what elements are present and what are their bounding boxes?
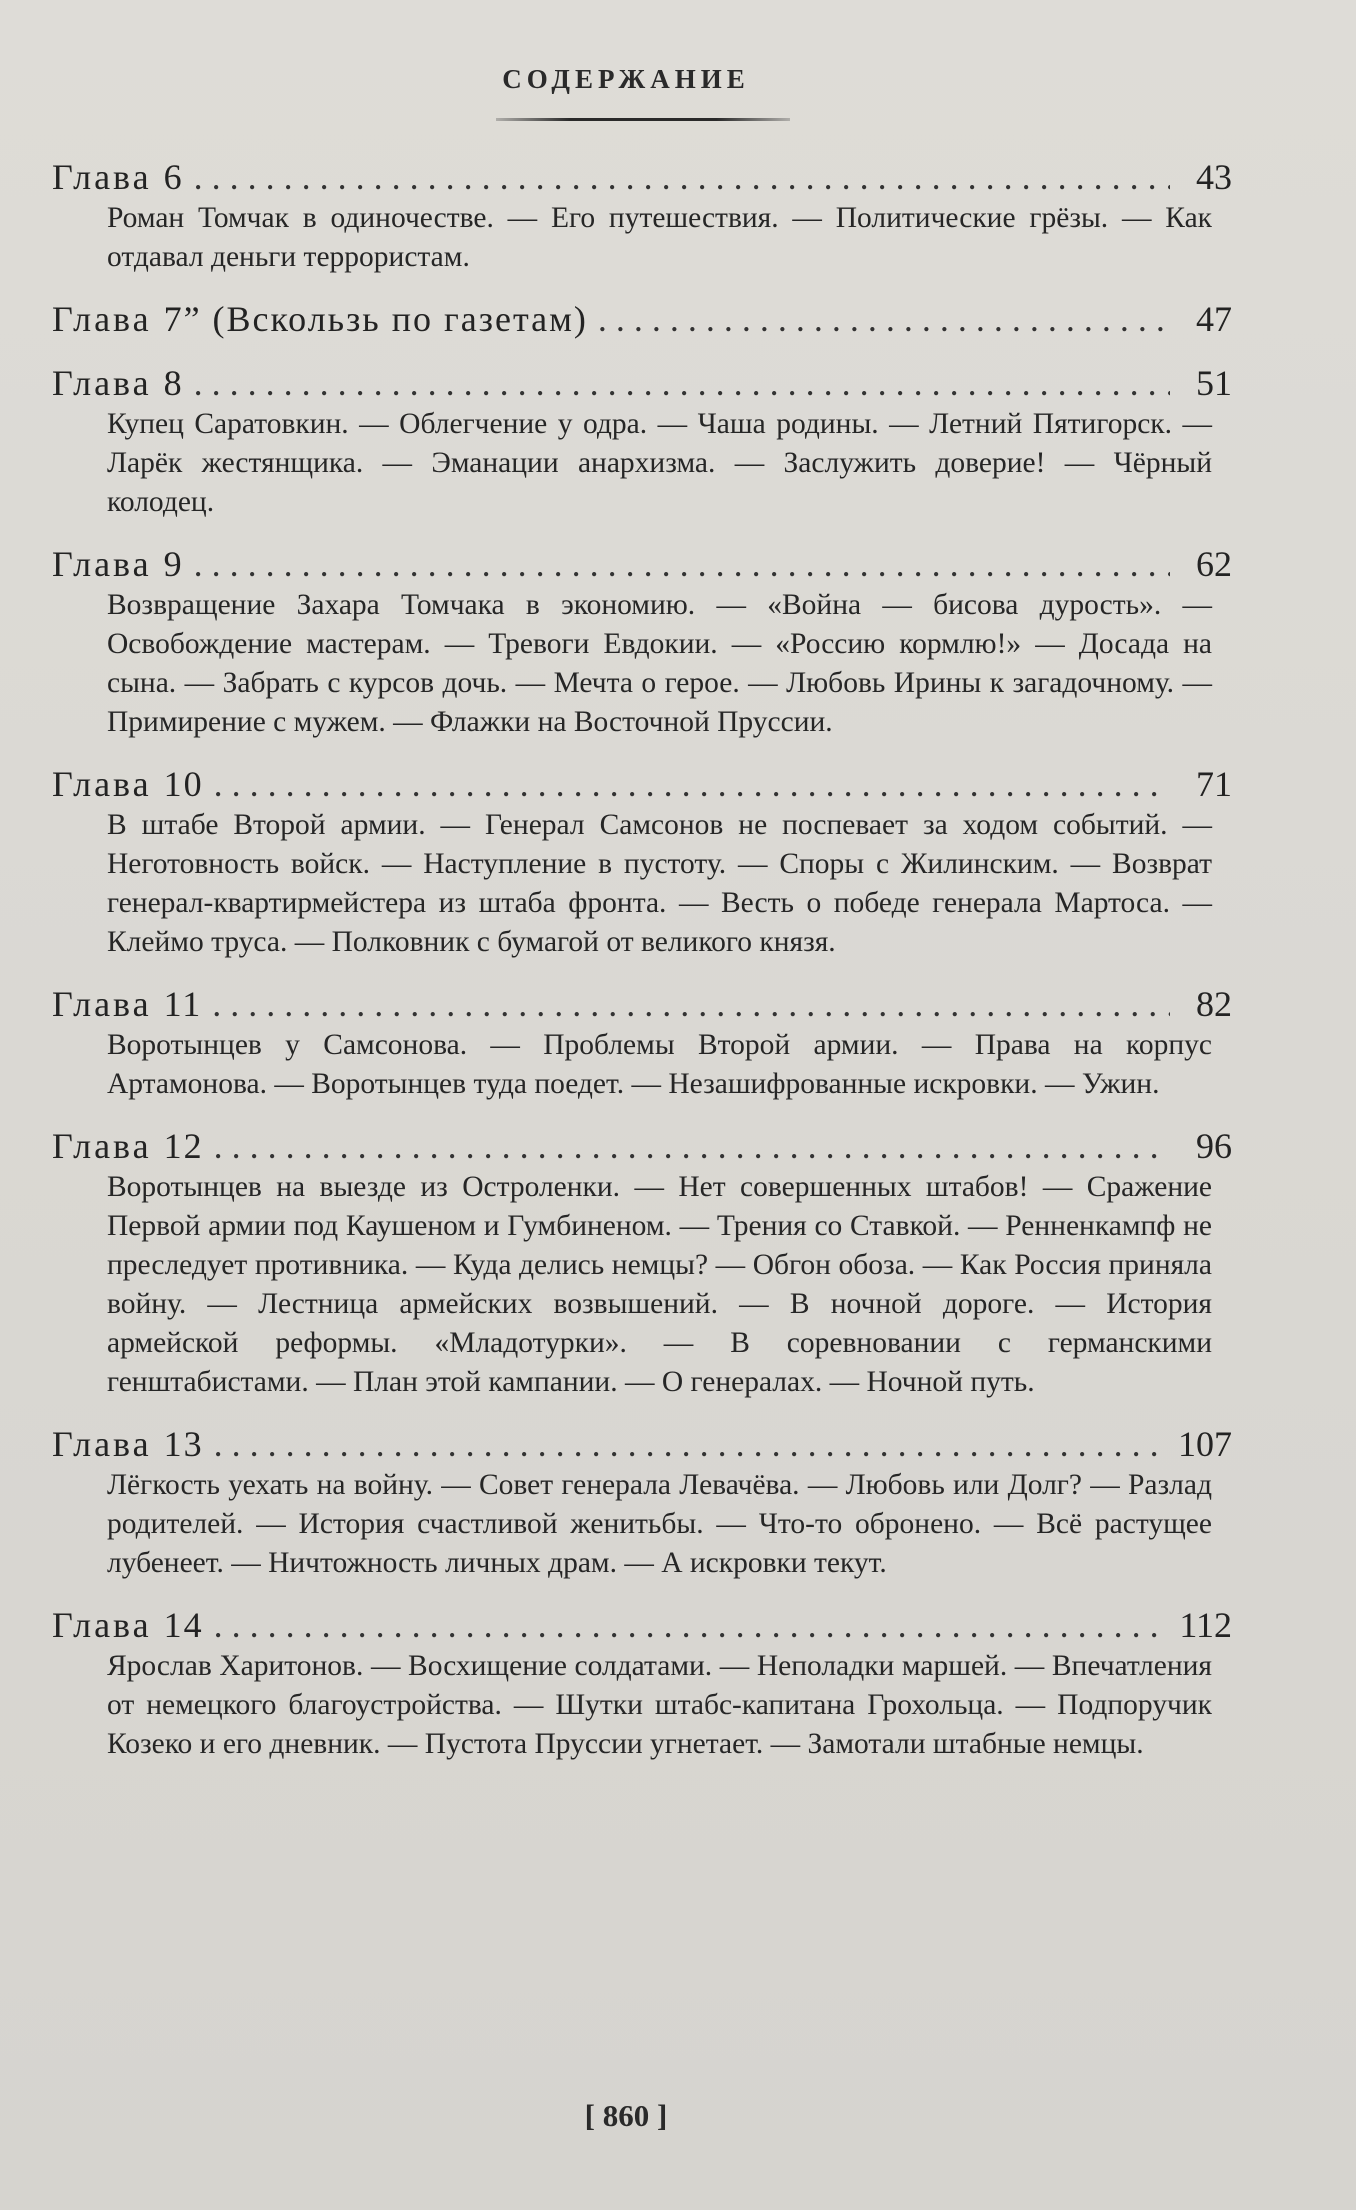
page-title: СОДЕРЖАНИЕ (502, 64, 750, 94)
chapter-title: Глава 9 (52, 544, 184, 584)
chapter-summary: Купец Саратовкин. — Облегчение у одра. — Чаша родины. — Летний Пятигорск. — Ларёк жестянщика. — Эманации анархизма. — Заслужить доверие! — Чёрный колодец. (107, 408, 1212, 518)
chapter-page-number: 47 (1196, 299, 1232, 339)
chapter-page-number: 82 (1196, 984, 1232, 1024)
dot-leader (598, 297, 1170, 341)
chapter-row[interactable] (52, 297, 1232, 341)
chapter-row[interactable] (52, 982, 1232, 1026)
toc-entry (52, 1124, 1232, 1402)
chapter-row[interactable] (52, 1124, 1232, 1168)
dot-leader (214, 1124, 1170, 1168)
toc-entry (52, 155, 1232, 277)
chapter-page-number: 107 (1178, 1424, 1232, 1464)
dot-leader (212, 982, 1170, 1026)
chapter-row[interactable] (52, 762, 1232, 806)
chapter-title: Глава 6 (52, 157, 184, 197)
toc-entry (52, 361, 1232, 522)
chapter-row[interactable] (52, 361, 1232, 405)
chapter-row[interactable] (52, 1422, 1232, 1466)
toc-entry (52, 762, 1232, 962)
chapter-row[interactable] (52, 155, 1232, 199)
toc-entry (52, 1422, 1232, 1583)
dot-leader (214, 1422, 1168, 1466)
chapter-row[interactable] (52, 542, 1232, 586)
chapter-summary: Воротынцев у Самсонова. — Проблемы Второй армии. — Права на корпус Артамонова. — Воротынцев туда поедет. — Незашифрованные искровки. — Ужин. (107, 1029, 1212, 1100)
chapter-title: Глава 12 (52, 1126, 204, 1166)
chapter-summary: В штабе Второй армии. — Генерал Самсонов не поспевает за ходом событий. — Неготовность войск. — Наступление в пустоту. — Споры с Жилинским. — Возврат генерал-квартирмейстера из штаба фронта. — Весть о победе генерала Мартоса. — Клеймо труса. — Полковник с бумагой от великого князя. (107, 809, 1212, 958)
page-number-footer: [ 860 ] (584, 2098, 668, 2133)
chapter-page-number: 112 (1179, 1605, 1232, 1645)
chapter-summary: Роман Томчак в одиночестве. — Его путешествия. — Политические грёзы. — Как отдавал деньги террористам. (107, 202, 1212, 273)
chapter-title: Глава 13 (52, 1424, 204, 1464)
chapter-page-number: 51 (1196, 363, 1232, 403)
chapter-page-number: 43 (1196, 157, 1232, 197)
toc-entry (52, 542, 1232, 742)
chapter-summary: Возвращение Захара Томчака в экономию. — «Война — бисова дурость». — Освобождение мастерам. — Тревоги Евдокии. — «Россию кормлю!» — Досада на сына. — Забрать с курсов дочь. — Мечта о герое. — Любовь Ирины к загадочному. — Примирение с мужем. — Флажки на Восточной Пруссии. (107, 589, 1212, 738)
toc-entry (52, 982, 1232, 1104)
chapter-title: Глава 14 (52, 1605, 204, 1645)
title-underline (496, 118, 790, 121)
dot-leader (194, 155, 1170, 199)
chapter-summary: Воротынцев на выезде из Остроленки. — Нет совершенных штабов! — Сражение Первой армии под Каушеном и Гумбиненом. — Трения со Ставкой. — Ренненкампф не преследует противника. — Куда делись немцы? — Обгон обоза. — Как Россия приняла войну. — Лестница армейских возвышений. — В ночной дороге. — История армейской реформы. «Младотурки». — В соревновании с германскими генштабистами. — План этой кампании. — О генералах. — Ночной путь. (107, 1171, 1212, 1398)
chapter-title: Глава 11 (52, 984, 203, 1024)
toc-entry (52, 1603, 1232, 1764)
chapter-title: Глава 7” (Вскользь по газетам) (52, 299, 588, 339)
chapter-page-number: 62 (1196, 544, 1232, 584)
chapter-row[interactable] (52, 1603, 1232, 1647)
chapter-summary: Ярослав Харитонов. — Восхищение солдатами. — Неполадки маршей. — Впечатления от немецкого благоустройства. — Шутки штабс-капитана Грохольца. — Подпоручик Козеко и его дневник. — Пустота Пруссии угнетает. — Замотали штабные немцы. (107, 1650, 1212, 1760)
dot-leader (214, 762, 1170, 806)
chapter-page-number: 71 (1196, 764, 1232, 804)
chapter-summary: Лёгкость уехать на войну. — Совет генерала Левачёва. — Любовь или Долг? — Разлад родителей. — История счастливой женитьбы. — Что-то обронено. — Всё растущее лубенеет. — Ничтожность личных драм. — А искровки текут. (107, 1469, 1212, 1579)
chapter-page-number: 96 (1196, 1126, 1232, 1166)
table-of-contents (52, 155, 1232, 1784)
chapter-title: Глава 10 (52, 764, 204, 804)
toc-entry (52, 297, 1232, 341)
dot-leader (214, 1603, 1170, 1647)
dot-leader (194, 361, 1170, 405)
dot-leader (194, 542, 1170, 586)
chapter-title: Глава 8 (52, 363, 184, 403)
